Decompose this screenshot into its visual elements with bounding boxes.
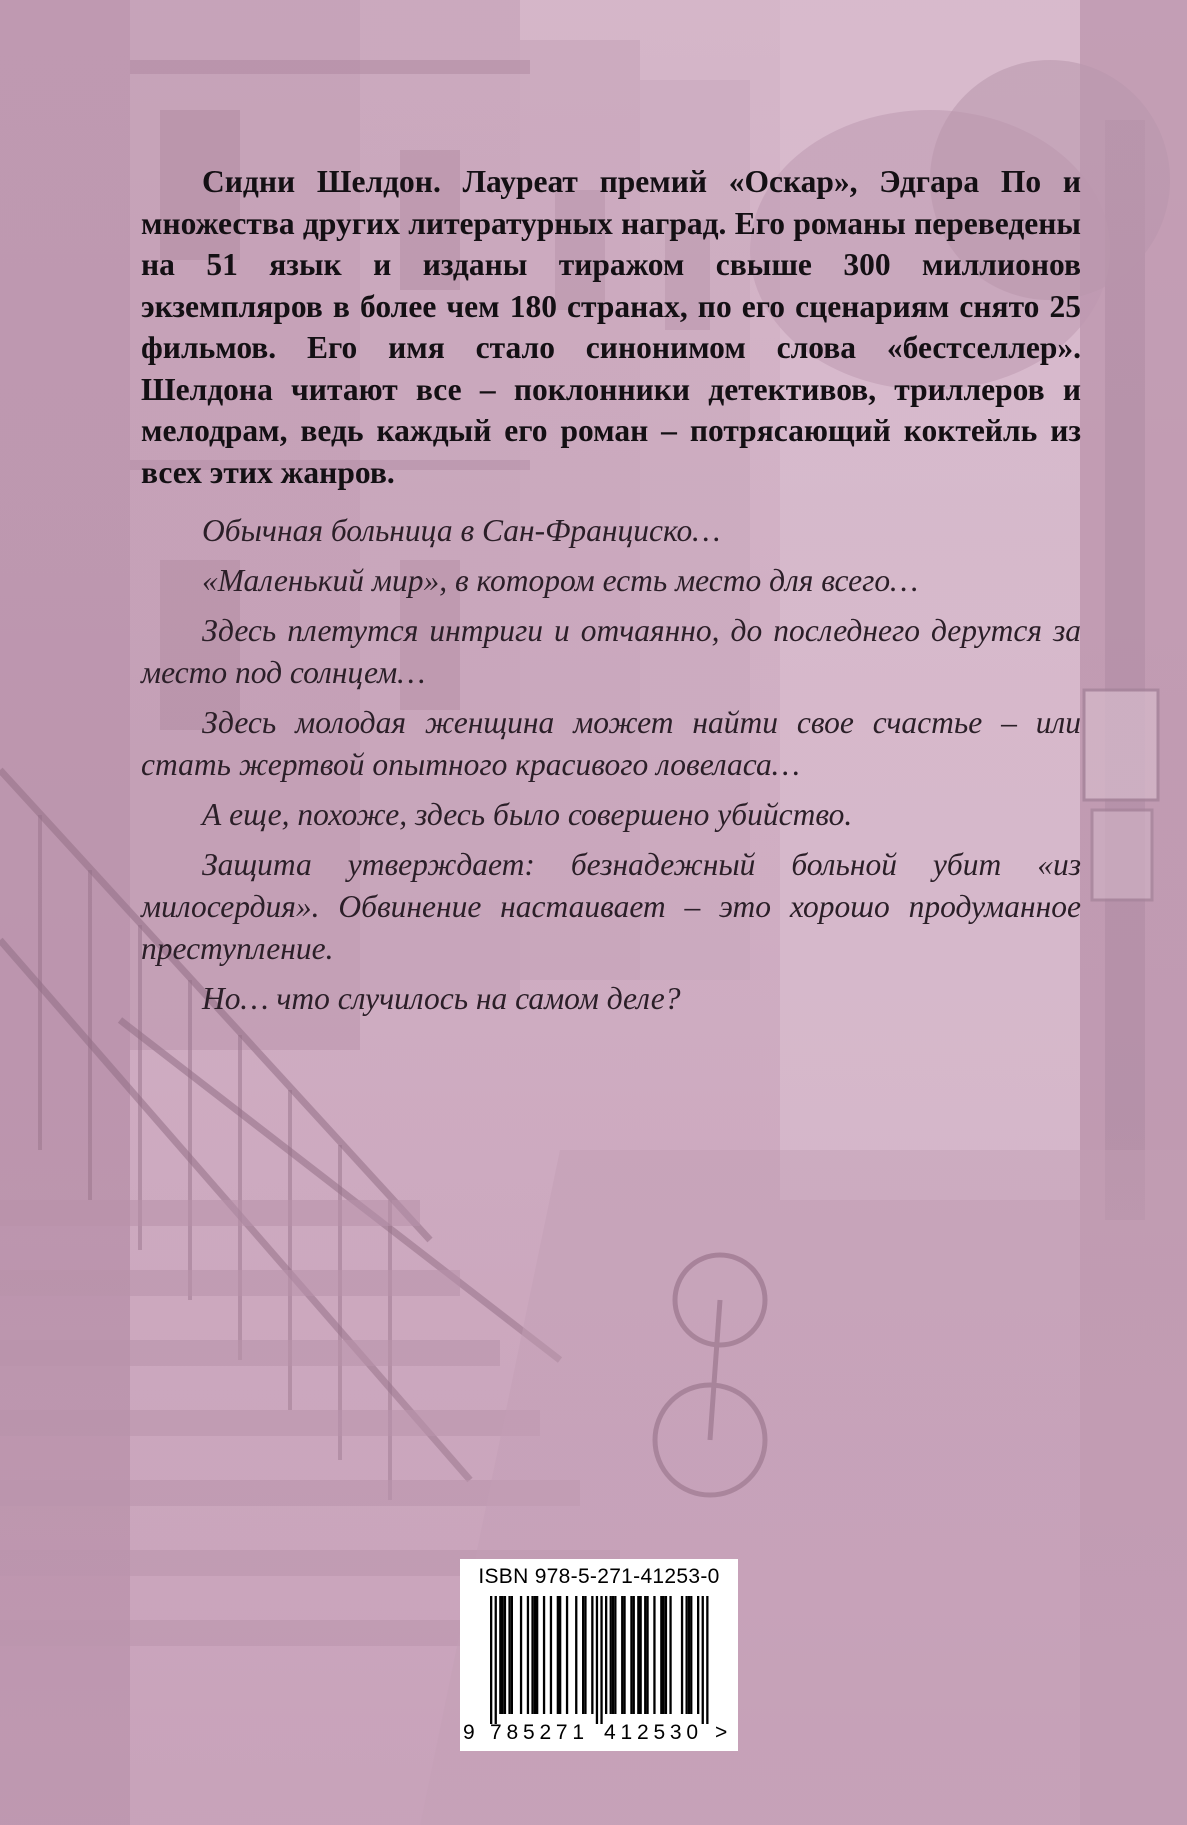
barcode-bar [508, 1596, 510, 1714]
barcode-bar [653, 1596, 655, 1714]
ean-first-digit: 9 [463, 1721, 475, 1744]
isbn-label: ISBN 978-5-271-41253-0 [478, 1565, 720, 1588]
teaser-line: А еще, похоже, здесь было совершено убийство. [202, 797, 853, 832]
barcode-bar [646, 1596, 648, 1714]
barcode-bar [534, 1596, 536, 1714]
barcode-guard-bar [490, 1596, 492, 1724]
ean-right-group: 412530 [604, 1721, 703, 1744]
teaser-line: Здесь плетутся интриги и отчаянно, до последнего дерутся за место под солнцем… [141, 613, 1081, 690]
author-blurb: Сидни Шелдон. Лауреат премий «Оскар», Эдгара По и множества других литературных наград. Его романы переведены на 51 язык и изданы тиражом свыше 300 миллионов экземпляров в более чем 180 странах, по его сценариям снято 25 фильмов. Его имя стало синонимом слова «бестселлер». Шелдона читают все – поклонники детективов, триллеров и мелодрам, ведь каждый его роман – потрясающий коктейль из всех этих жанров. [141, 164, 1081, 490]
barcode-guard-bar [706, 1596, 708, 1724]
barcode-bar [630, 1596, 632, 1714]
teaser-line: «Маленький мир», в котором есть место для всего… [202, 563, 919, 598]
barcode-bar [575, 1596, 577, 1714]
barcode-bar [614, 1596, 616, 1714]
isbn-barcode-panel [460, 1559, 738, 1751]
barcode-bar [520, 1596, 522, 1714]
barcode-guard-bar [495, 1596, 497, 1724]
barcode-bar [566, 1596, 568, 1714]
barcode-bar [621, 1596, 623, 1714]
barcode-bar [663, 1596, 665, 1714]
barcode-bar [559, 1596, 561, 1714]
barcode-bar [527, 1596, 529, 1714]
barcode-bar [688, 1596, 690, 1714]
barcode-bar [550, 1596, 552, 1714]
barcode-bar [665, 1596, 667, 1714]
barcode-bar [697, 1596, 699, 1714]
barcode-bar [612, 1596, 614, 1714]
barcode-bar [605, 1596, 607, 1714]
barcode-bar [536, 1596, 538, 1714]
barcode-bar [499, 1596, 501, 1714]
barcode-bar [633, 1596, 635, 1714]
barcode-bar [669, 1596, 671, 1714]
barcode-guard-bar [596, 1596, 598, 1724]
barcode-bar [681, 1596, 683, 1714]
ean13-barcode [468, 1596, 730, 1726]
teaser-line: Защита утверждает: безнадежный больной убит «из милосердия». Обвинение настаивает – это хорошо продуманное преступление. [141, 847, 1081, 966]
barcode-bar [584, 1596, 586, 1714]
barcode-guard-bar [600, 1596, 602, 1724]
barcode-bar [511, 1596, 513, 1714]
barcode-bar [502, 1596, 504, 1714]
barcode-bar [640, 1596, 642, 1714]
book-teaser [141, 510, 1081, 1028]
barcode-bar [660, 1596, 662, 1714]
barcode-bar [637, 1596, 639, 1714]
barcode-bar [543, 1596, 545, 1714]
barcode-bar [557, 1596, 559, 1714]
teaser-line: Но… что случилось на самом деле? [202, 981, 681, 1016]
barcode-bar [531, 1596, 533, 1714]
barcode-bar [623, 1596, 625, 1714]
ean-quiet-zone-arrow: > [715, 1721, 728, 1744]
barcode-bar [591, 1596, 593, 1714]
teaser-line: Здесь молодая женщина может найти свое счастье – или стать жертвой опытного красивого ловеласа… [141, 705, 1081, 782]
ean-left-group: 785271 [490, 1721, 589, 1744]
barcode-bar [686, 1596, 688, 1714]
barcode-bar [610, 1596, 612, 1714]
barcode-bar [504, 1596, 506, 1714]
barcode-guard-bar [702, 1596, 704, 1724]
teaser-line: Обычная больница в Сан-Франциско… [202, 513, 721, 548]
barcode-bar [582, 1596, 584, 1714]
barcode-bar [690, 1596, 692, 1714]
barcode-bar [644, 1596, 646, 1714]
